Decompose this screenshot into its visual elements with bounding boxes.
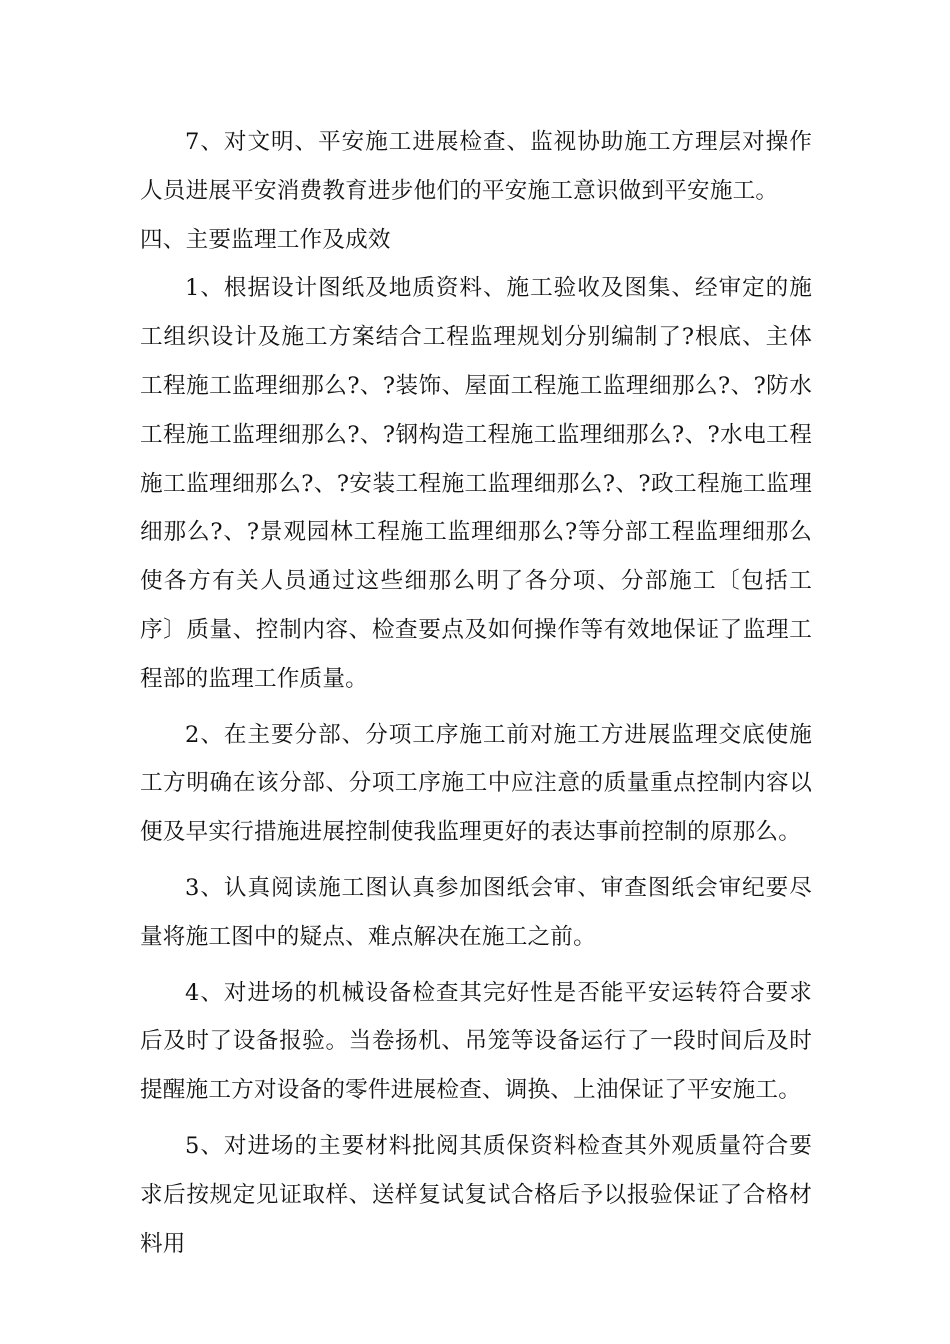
paragraph-item-5: 5、对进场的主要材料批阅其质保资料检查其外观质量符合要求后按规定见证取样、送样复试复试合格后予以报验保证了合格材料用 [140,1132,812,1257]
section-heading: 四、主要监理工作及成效 [140,226,391,253]
paragraph-item-7: 7、对文明、平安施工进展检查、监视协助施工方理层对操作人员进展平安消费教育进步他们的平安施工意识做到平安施工。 [140,129,812,204]
paragraph-item-4: 4、对进场的机械设备检查其完好性是否能平安运转符合要求后及时了设备报验。当卷扬机、吊笼等设备运行了一段时间后及时提醒施工方对设备的零件进展检查、调换、上油保证了平安施工。 [140,979,812,1104]
paragraph-item-2: 2、在主要分部、分项工序施工前对施工方进展监理交底使施工方明确在该分部、分项工序施工中应注意的质量重点控制内容以便及早实行措施进展控制使我监理更好的表达事前控制的原那么。 [140,721,812,846]
paragraph-item-1: 1、根据设计图纸及地质资料、施工验收及图集、经审定的施工组织设计及施工方案结合工程监理规划分别编制了?根底、主体工程施工监理细那么?、?装饰、屋面工程施工监理细那么?、?防水工程施工监理细那么?、?钢构造工程施工监理细那么?、?水电工程施工监理细那么?、?安装工程施工监理细那么?、?政工程施工监理细那么?、?景观园林工程施工监理细那么?等分部工程监理细那么使各方有关人员通过这些细那么明了各分项、分部施工〔包括工序〕质量、控制内容、检查要点及如何操作等有效地保证了监理工程部的监理工作质量。 [140,275,812,692]
document-body [140,118,812,1268]
paragraph-item-3: 3、认真阅读施工图认真参加图纸会审、审查图纸会审纪要尽量将施工图中的疑点、难点解决在施工之前。 [140,874,812,950]
